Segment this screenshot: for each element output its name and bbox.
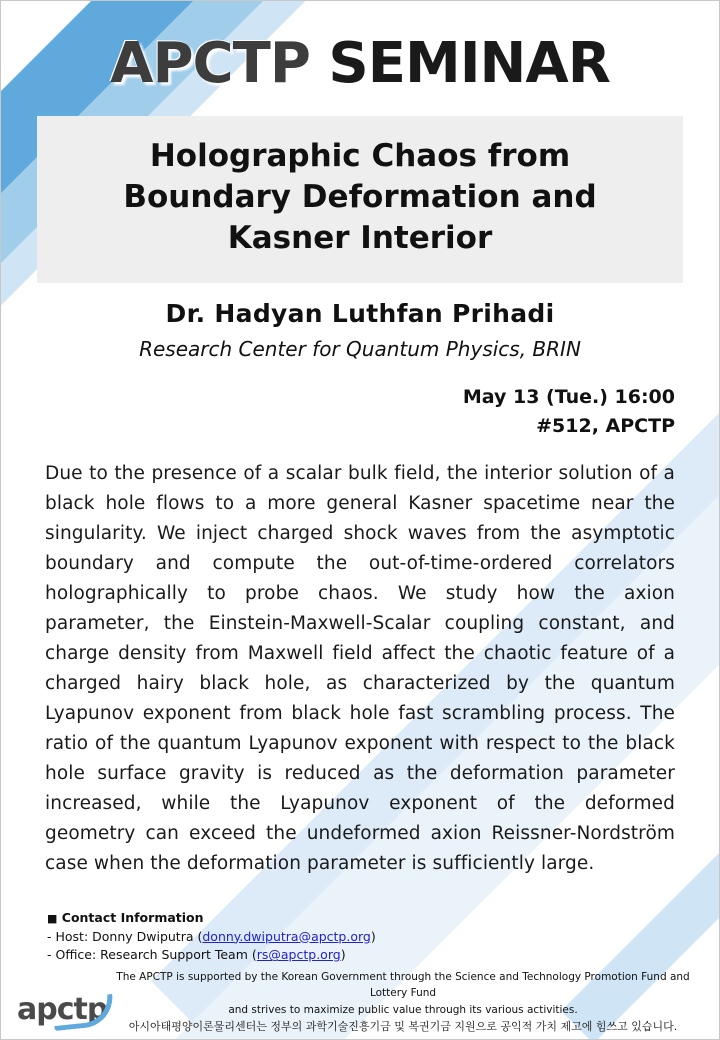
- event-location: #512, APCTP: [536, 414, 675, 437]
- event-datetime: May 13 (Tue.) 16:00: [462, 385, 675, 408]
- header-suffix: SEMINAR: [328, 31, 610, 96]
- footer-line-3-korean: 아시아태평양이론물리센터는 정부의 과학기술진흥기금 및 복권기금 지원으로 공익적 가치 제고에 힘쓰고 있습니다.: [128, 1019, 678, 1033]
- talk-title-line-2: Boundary Deformation and: [123, 178, 597, 215]
- talk-title-line-1: Holographic Chaos from: [149, 137, 571, 174]
- event-meta: [1, 383, 675, 442]
- host-email-link[interactable]: donny.dwiputra@apctp.org: [202, 928, 371, 944]
- brand-name: APCTP: [110, 31, 310, 96]
- office-email-link[interactable]: rs@apctp.org: [256, 947, 341, 963]
- talk-title-box: [37, 116, 683, 283]
- footer-line-2: and strives to maximize public value through its various activities.: [228, 1003, 578, 1016]
- poster-footer: [1, 961, 719, 1039]
- speaker-block: [1, 299, 719, 361]
- contact-host-line: [47, 928, 719, 947]
- footer-text-block: [101, 969, 705, 1035]
- page-title: [1, 31, 719, 96]
- speaker-affiliation: Research Center for Quantum Physics, BRIN: [139, 336, 581, 361]
- speaker-name: Dr. Hadyan Luthfan Prihadi: [165, 298, 555, 328]
- poster-header: [1, 1, 719, 94]
- talk-title-line-3: Kasner Interior: [227, 219, 493, 256]
- footer-line-1: The APCTP is supported by the Korean Government through the Science and Technology Promotion Fund and Lottery Fund: [116, 971, 690, 1000]
- contact-office-suffix: ): [340, 947, 346, 963]
- contact-heading: [47, 909, 719, 928]
- bullet-square-icon: ■: [47, 911, 58, 925]
- contact-information: [47, 909, 719, 965]
- abstract-text: Due to the presence of a scalar bulk field, the interior solution of a black hole flows to a more general Kasner spacetime near the singularity. We inject charged shock waves from the asymptotic boundary and compute the out-of-time-ordered correlators holographically to probe chaos. We study how the axion parameter, the Einstein-Maxwell-Scalar coupling constant, and charge density from Maxwell field affect the chaotic feature of a charged hairy black hole, as characterized by the quantum Lyapunov exponent from black hole fast scrambling process. The ratio of the quantum Lyapunov exponent with respect to the black hole surface gravity is reduced as the deformation parameter increased, while the Lyapunov exponent of the deformed geometry can exceed the undeformed axion Reissner-Nordström case when the deformation parameter is sufficiently large.: [45, 463, 675, 874]
- apctp-logo-text: apctp: [17, 992, 108, 1027]
- contact-host-label: - Host: Donny Dwiputra (: [47, 928, 203, 944]
- contact-host-suffix: ): [370, 928, 376, 944]
- contact-heading-label: Contact Information: [61, 909, 204, 925]
- contact-office-label: - Office: Research Support Team (: [47, 947, 257, 963]
- apctp-logo: [15, 983, 111, 1029]
